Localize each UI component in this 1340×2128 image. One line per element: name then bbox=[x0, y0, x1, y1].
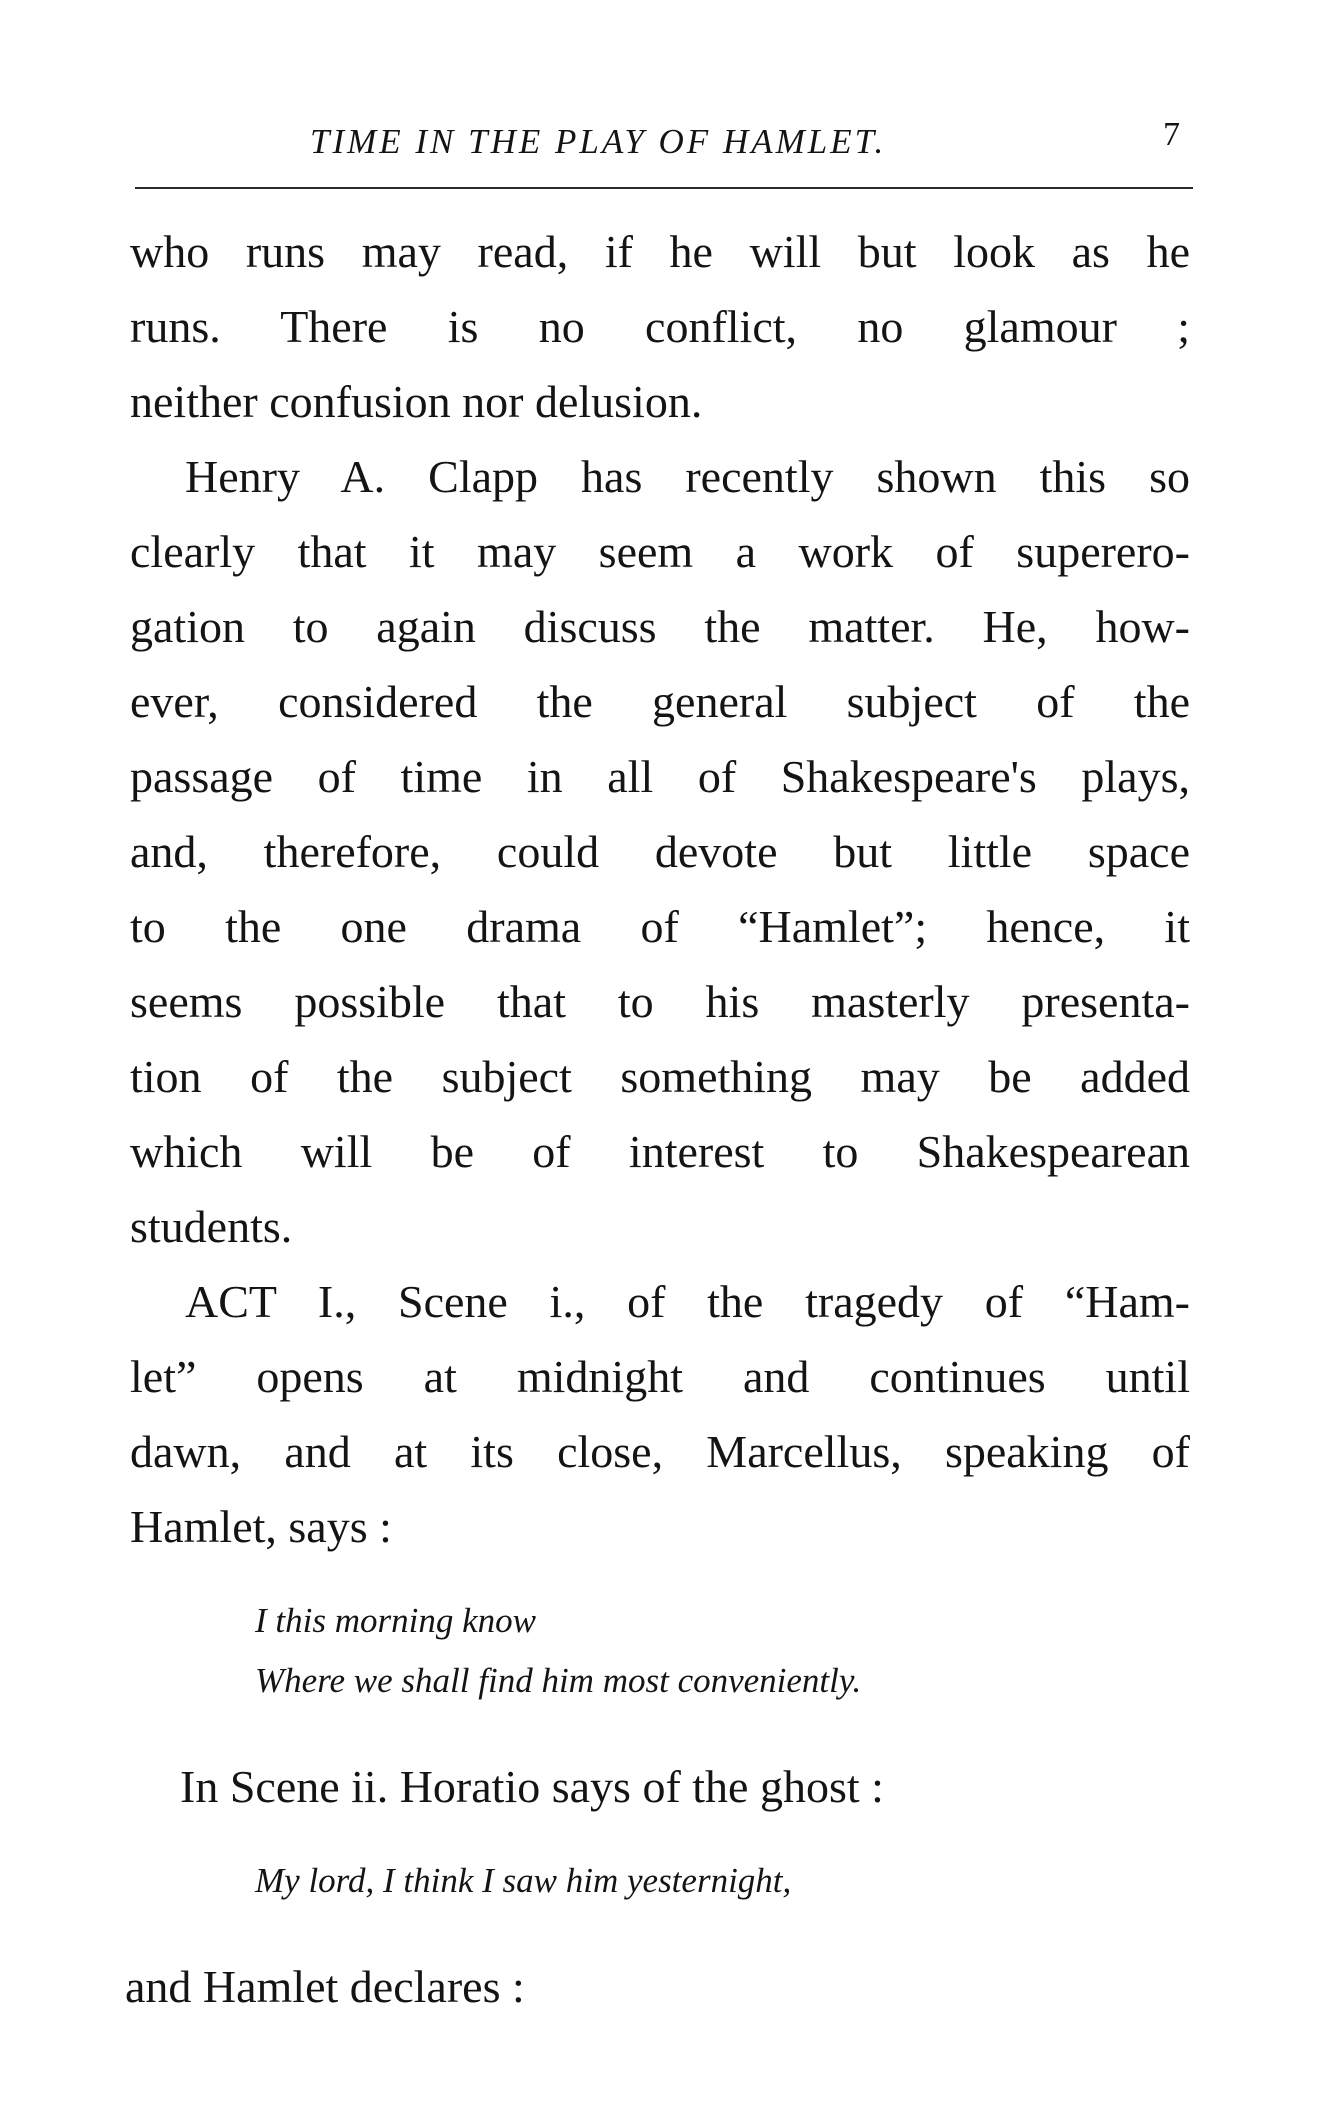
body-line: neither confusion nor delusion. bbox=[130, 376, 703, 427]
page-number: 7 bbox=[1163, 116, 1180, 153]
body-line: which will be of interest to Shakespearean bbox=[130, 1126, 1190, 1177]
body-line: tion of the subject something may be added bbox=[130, 1051, 1190, 1102]
body-line: runs. There is no conflict, no glamour ; bbox=[130, 301, 1190, 352]
verse-line: I this morning know bbox=[255, 1601, 536, 1640]
body-line: Henry A. Clapp has recently shown this so bbox=[185, 451, 1190, 502]
body-line: passage of time in all of Shakespeare's plays, bbox=[130, 751, 1190, 802]
body-line: dawn, and at its close, Marcellus, speaking of bbox=[130, 1426, 1190, 1477]
body-line: who runs may read, if he will but look as he bbox=[130, 226, 1190, 277]
body-line: ACT I., Scene i., of the tragedy of “Ham- bbox=[185, 1276, 1190, 1327]
body-line: and, therefore, could devote but little space bbox=[130, 826, 1190, 877]
verse-line: My lord, I think I saw him yesternight, bbox=[255, 1861, 792, 1900]
running-title: TIME IN THE PLAY OF HAMLET. bbox=[310, 122, 887, 161]
body-line: gation to again discuss the matter. He, how- bbox=[130, 601, 1190, 652]
body-line: and Hamlet declares : bbox=[125, 1961, 525, 2012]
body-line: let” opens at midnight and continues until bbox=[130, 1351, 1190, 1402]
body-line: Hamlet, says : bbox=[130, 1501, 392, 1552]
body-line: seems possible that to his masterly presenta- bbox=[130, 976, 1190, 1027]
body-line: to the one drama of “Hamlet”; hence, it bbox=[130, 901, 1190, 952]
body-line: In Scene ii. Horatio says of the ghost : bbox=[180, 1761, 884, 1812]
body-line: students. bbox=[130, 1201, 293, 1252]
running-head bbox=[140, 112, 1190, 172]
body-line: ever, considered the general subject of the bbox=[130, 676, 1190, 727]
header-rule bbox=[135, 187, 1193, 189]
body-line: clearly that it may seem a work of superero- bbox=[130, 526, 1190, 577]
verse-line: Where we shall find him most conveniently. bbox=[255, 1661, 862, 1700]
